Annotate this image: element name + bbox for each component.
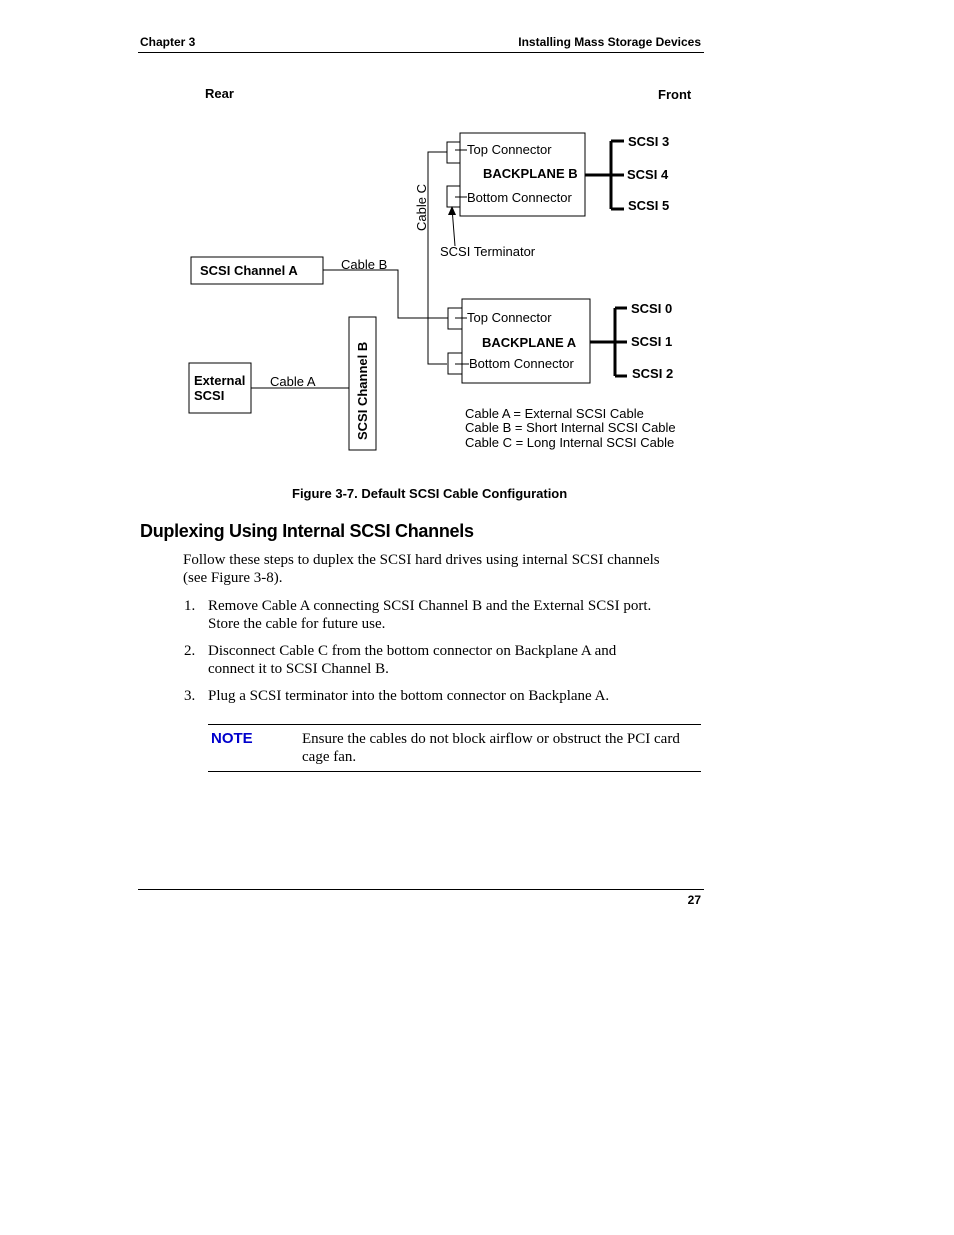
legend-cable-a: Cable A = External SCSI Cable xyxy=(465,406,644,421)
drive-scsi-2: SCSI 2 xyxy=(632,366,674,381)
header-title: Installing Mass Storage Devices xyxy=(518,35,701,49)
front-label: Front xyxy=(658,87,692,102)
header-chapter: Chapter 3 xyxy=(140,35,196,49)
scsi-terminator-label: SCSI Terminator xyxy=(440,244,536,259)
backplane-b-name: BACKPLANE B xyxy=(483,166,578,181)
note-line-1: Ensure the cables do not block airflow or obstruct the PCI card xyxy=(302,731,680,747)
step-text-line-2: Store the cable for future use. xyxy=(208,616,386,632)
intro-paragraph xyxy=(183,551,660,587)
external-scsi-label-line1: External xyxy=(194,373,246,388)
step-number: 1. xyxy=(184,598,196,614)
cable-a-label: Cable A xyxy=(270,374,316,389)
drive-scsi-0: SCSI 0 xyxy=(631,301,673,316)
step-3 xyxy=(184,687,609,705)
step-number: 2. xyxy=(184,643,196,659)
legend-cable-b: Cable B = Short Internal SCSI Cable xyxy=(465,420,676,435)
note-top-rule xyxy=(208,724,701,725)
step-1 xyxy=(184,597,651,633)
step-text-line-1: Remove Cable A connecting SCSI Channel B and the External SCSI port. xyxy=(208,598,652,614)
cable-c-label: Cable C xyxy=(414,184,429,231)
figure-caption: Figure 3-7. Default SCSI Cable Configuration xyxy=(292,486,568,501)
step-2 xyxy=(184,642,616,678)
backplane-b-top-connector-label: Top Connector xyxy=(467,142,552,157)
note-bottom-rule xyxy=(208,771,701,772)
backplane-a-name: BACKPLANE A xyxy=(482,335,577,350)
scsi-cable-diagram xyxy=(0,0,954,480)
footer-rule xyxy=(138,889,704,890)
cable-b-line xyxy=(323,270,448,318)
intro-line-2: (see Figure 3-8). xyxy=(183,570,283,586)
drive-scsi-1: SCSI 1 xyxy=(631,334,673,349)
note-label: NOTE xyxy=(211,730,253,747)
drive-scsi-4: SCSI 4 xyxy=(627,167,669,182)
intro-line-1: Follow these steps to duplex the SCSI hard drives using internal SCSI channels xyxy=(183,552,660,568)
section-title: Duplexing Using Internal SCSI Channels xyxy=(140,521,474,541)
backplane-a-bottom-connector-label: Bottom Connector xyxy=(469,356,574,371)
step-text-line-1: Plug a SCSI terminator into the bottom connector on Backplane A. xyxy=(208,688,610,704)
note-line-2: cage fan. xyxy=(302,749,357,765)
page-number: 27 xyxy=(687,893,701,907)
backplane-a-top-connector-label: Top Connector xyxy=(467,310,552,325)
step-text-line-2: connect it to SCSI Channel B. xyxy=(208,661,389,677)
drive-scsi-5: SCSI 5 xyxy=(628,198,670,213)
cable-b-label: Cable B xyxy=(341,257,388,272)
drive-scsi-3: SCSI 3 xyxy=(628,134,670,149)
note-text xyxy=(302,730,680,766)
step-number: 3. xyxy=(184,688,196,704)
step-text-line-1: Disconnect Cable C from the bottom connector on Backplane A and xyxy=(208,643,617,659)
scsi-channel-b-label: SCSI Channel B xyxy=(355,341,370,440)
external-scsi-label-line2: SCSI xyxy=(194,388,225,403)
scsi-channel-a-label: SCSI Channel A xyxy=(200,263,298,278)
backplane-b-top-connector-port xyxy=(447,142,460,163)
backplane-b-bottom-connector-label: Bottom Connector xyxy=(467,190,572,205)
legend-cable-c: Cable C = Long Internal SCSI Cable xyxy=(465,435,675,450)
rear-label: Rear xyxy=(205,86,234,101)
